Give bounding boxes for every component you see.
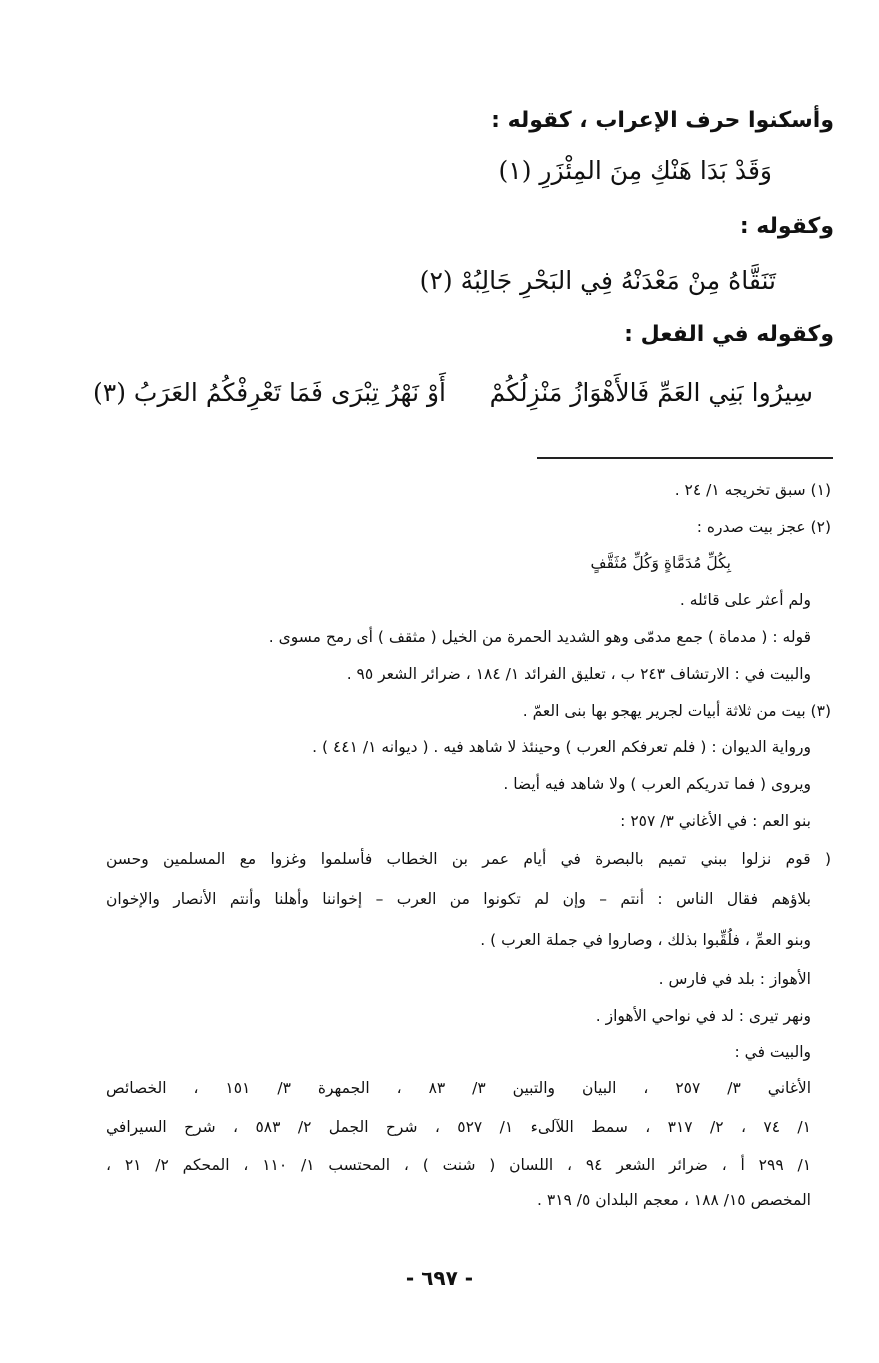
footnote-line: ولم أعثر على قائله . — [679, 591, 811, 609]
footnote-line: بلاؤهم فقال الناس : أنتم – وإن لم تكونوا من العرب – إخواننا وأهلنا وأنتم الأنصار والإخوان — [106, 890, 811, 908]
footnote-line: ونهر تيرى : لد في نواحي الأهواز . — [595, 1007, 811, 1025]
footnote-line: ١/ ٧٤ ، ٢/ ٣١٧ ، سمط اللآلىء ١/ ٥٢٧ ، شرح الجمل ٢/ ٥٨٣ ، شرح السيرافي — [106, 1118, 811, 1136]
footnote-line: بنو العم : في الأغاني ٣/ ٢٥٧ : — [620, 812, 811, 830]
footnote-line: والبيت في : الارتشاف ٢٤٣ ب ، تعليق الفرائد ١/ ١٨٤ ، ضرائر الشعر ٩٥ . — [346, 665, 811, 683]
verse-3-first-hemistich: سِيرُوا بَنِي العَمِّ فَالأَهْوَازُ مَنْزِلُكُمْ — [489, 378, 813, 407]
footnote-line: ١/ ٢٩٩ أ ، ضرائر الشعر ٩٤ ، اللسان ( شنت ) ، المحتسب ١/ ١١٠ ، المحكم ٢/ ٢١ ، — [106, 1156, 812, 1174]
footnote-line: الأغاني ٣/ ٢٥٧ ، البيان والتبين ٣/ ٨٣ ، الجمهرة ٣/ ١٥١ ، الخصائص — [106, 1079, 811, 1097]
main-text-line-3: وكقوله في الفعل : — [624, 322, 834, 347]
verse-1: وَقَدْ بَدَا هَنْكِ مِنَ المِئْزَرِ (١) — [498, 156, 772, 185]
page-number: - ٦٩٧ - — [405, 1266, 474, 1290]
verse-3-second-hemistich: أَوْ نَهْرُ تِبْرَى فَمَا تَعْرِفْكُمُ العَرَبُ (٣) — [93, 378, 446, 407]
footnote-line: والبيت في : — [734, 1043, 811, 1061]
footnote-line: (٢) عجز بيت صدره : — [696, 518, 831, 536]
verse-2: تَنَقَّاهُ مِنْ مَعْدَنْهُ فِي البَحْرِ جَالِبُهْ (٢) — [419, 266, 776, 295]
footnote-line: (٣) بيت من ثلاثة أبيات لجرير يهجو بها بنى العمّ . — [522, 702, 831, 720]
footnote-line: ورواية الديوان : ( فلم تعرفكم العرب ) وحينئذ لا شاهد فيه . ( ديوانه ١/ ٤٤١ ) . — [312, 738, 811, 756]
footnote-line: المخصص ١٥/ ١٨٨ ، معجم البلدان ٥/ ٣١٩ . — [537, 1191, 811, 1209]
main-text-line-2: وكقوله : — [739, 214, 834, 239]
footnote-line: ويروى ( فما تدريكم العرب ) ولا شاهد فيه أيضا . — [503, 775, 811, 793]
footnote-line: ( قوم نزلوا ببني تميم بالبصرة في أيام عمر بن الخطاب فأسلموا وغزوا مع المسلمين وحسن — [106, 850, 831, 868]
footnote-line: قوله : ( مدماة ) جمع مدمّى وهو الشديد الحمرة من الخيل ( مثقف ) أى رمح مسوى . — [268, 628, 811, 646]
footnote-separator — [537, 457, 833, 459]
footnote-line: بِكُلِّ مُدَمَّاةٍ وَكُلِّ مُثَقَّفٍ — [590, 554, 731, 572]
footnote-line: (١) سبق تخريجه ١/ ٢٤ . — [674, 481, 831, 499]
main-text-line-1: وأسكنوا حرف الإعراب ، كقوله : — [491, 108, 834, 133]
footnote-line: الأهواز : بلد في فارس . — [658, 970, 811, 988]
footnote-line: وبنو العمِّ ، فلُقِّبوا بذلك ، وصاروا في جملة العرب ) . — [480, 931, 811, 949]
